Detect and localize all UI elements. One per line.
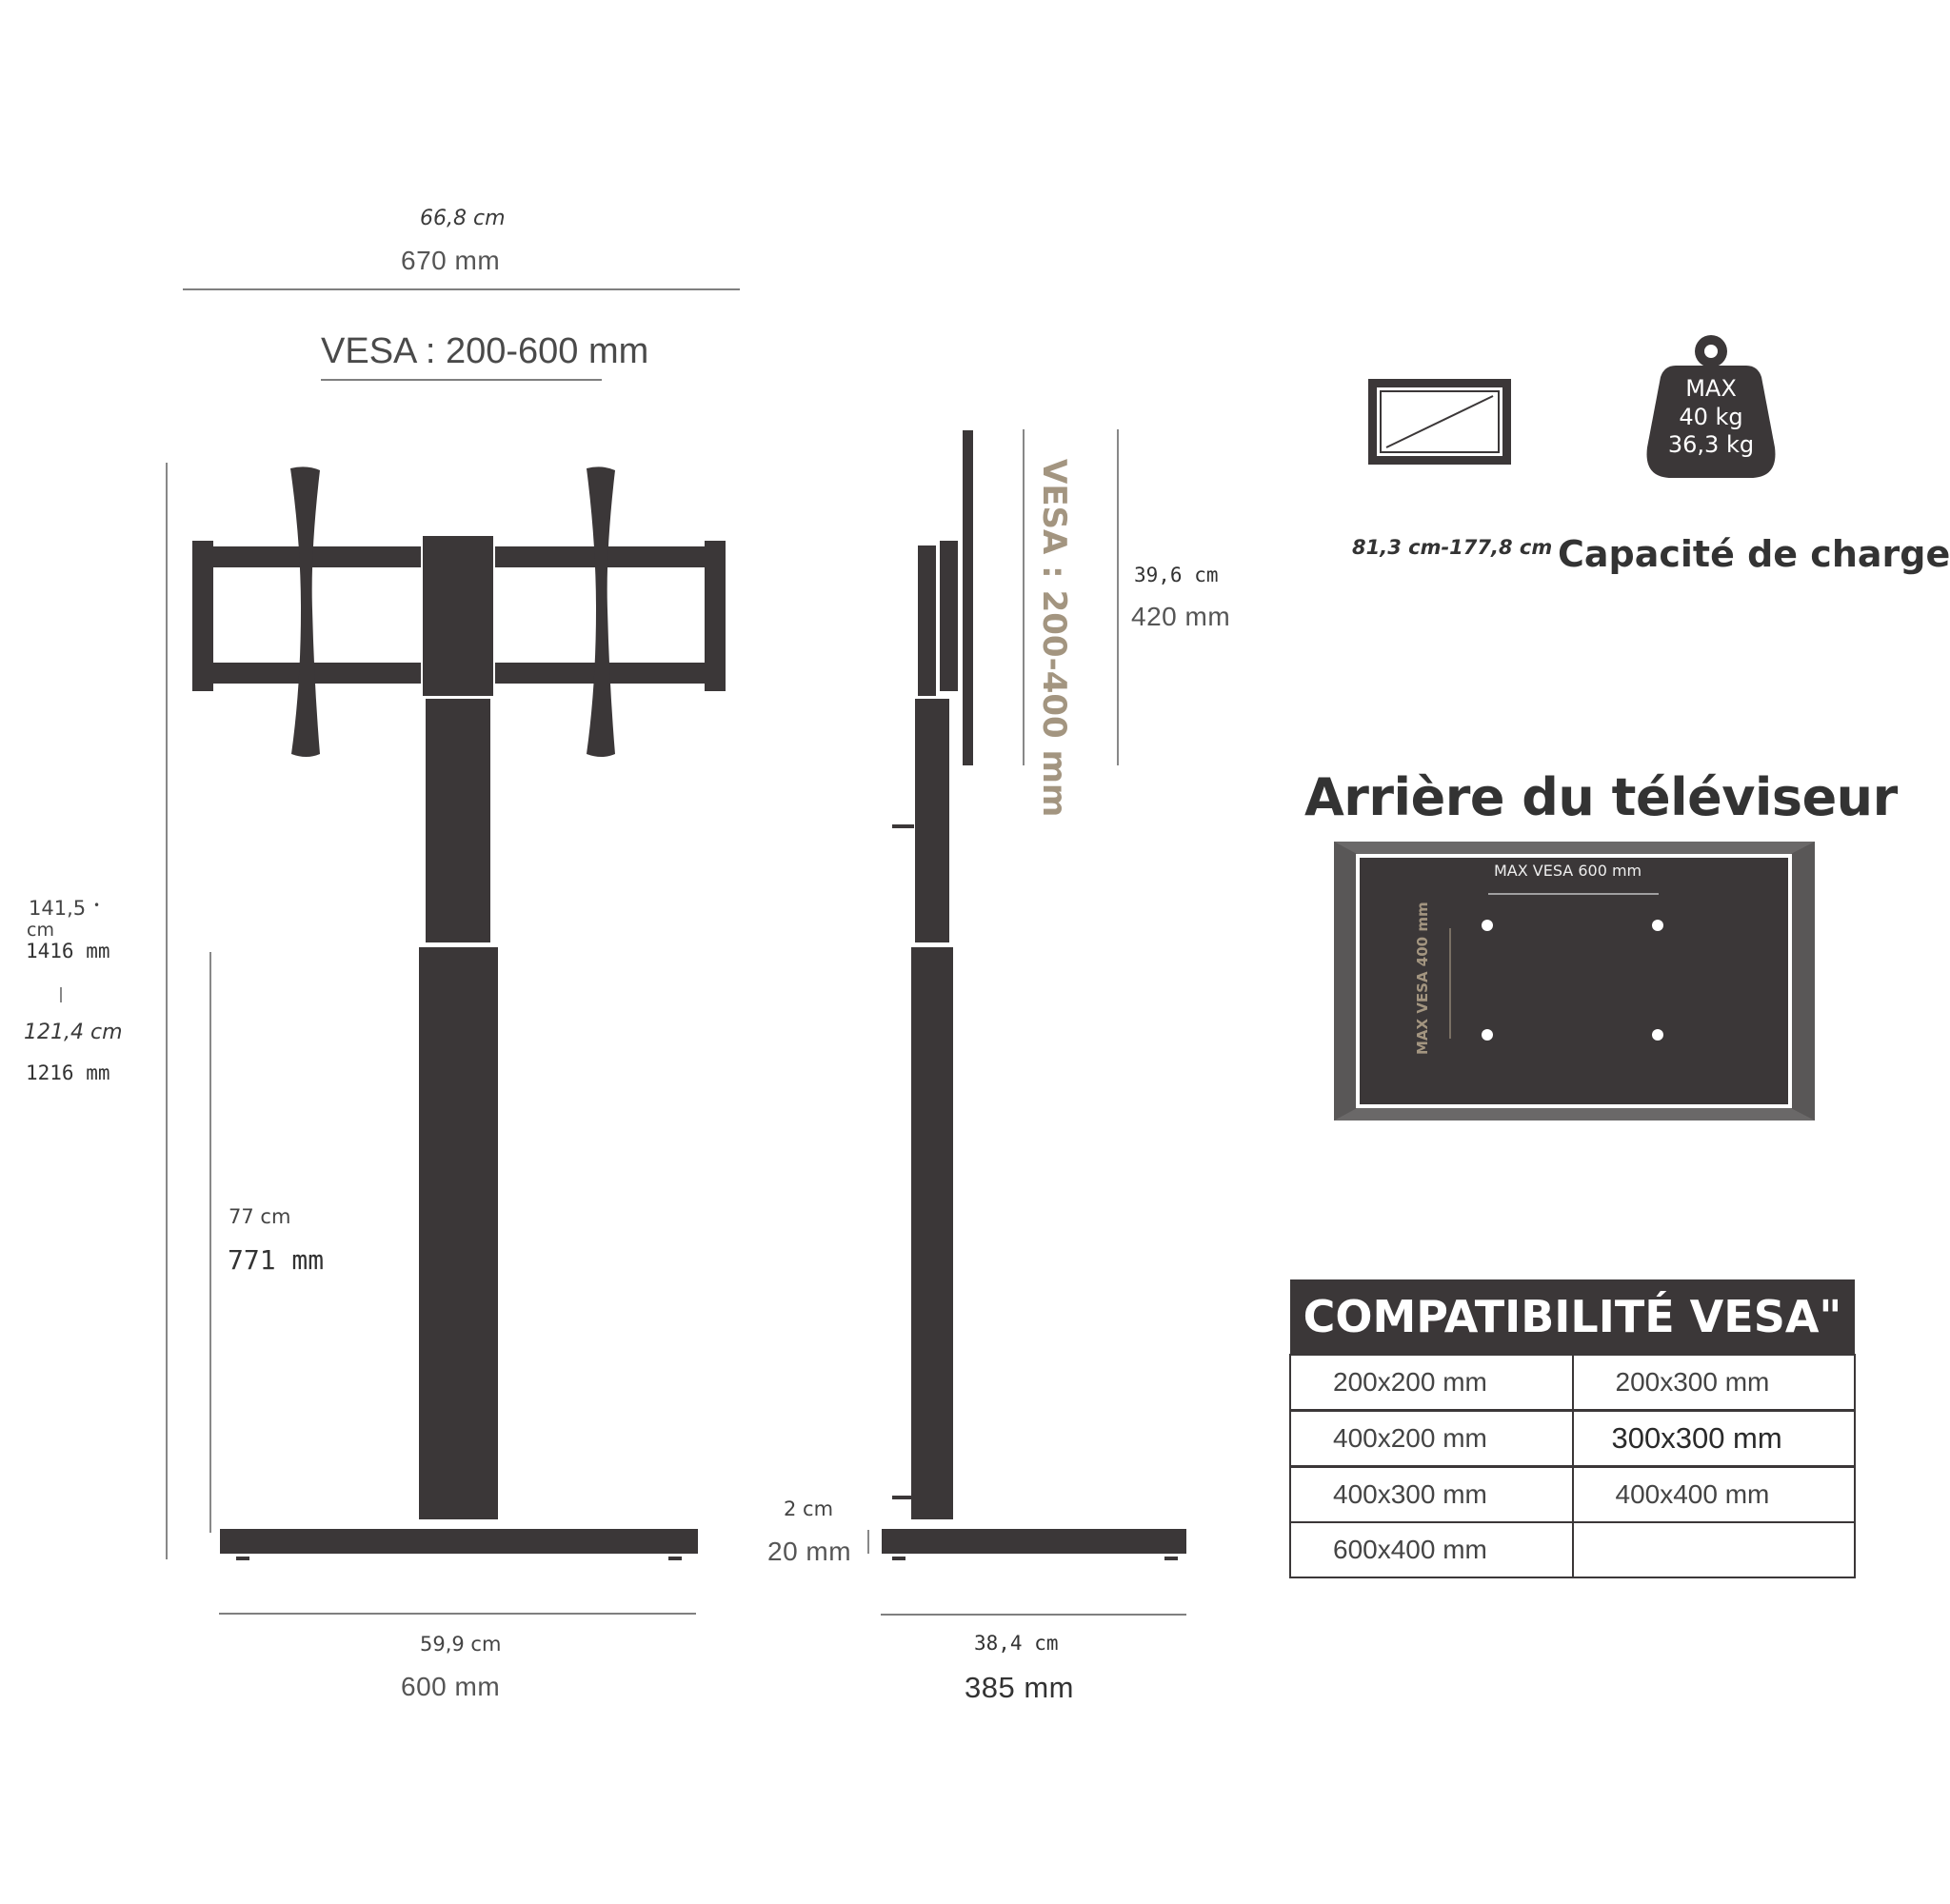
front-base xyxy=(220,1529,698,1554)
front-rail-lower-left xyxy=(213,663,421,684)
height-max-cm-unit: cm xyxy=(27,920,54,941)
vesa-hole xyxy=(1482,1029,1493,1041)
table-cell: 600x400 mm xyxy=(1290,1522,1573,1577)
front-view xyxy=(192,466,726,1560)
side-screen-plate xyxy=(963,430,973,765)
front-foot-left xyxy=(236,1557,249,1560)
side-bracket-plate-a xyxy=(940,541,958,691)
vesa-hole xyxy=(1482,920,1493,931)
table-cell: 400x400 mm xyxy=(1573,1467,1856,1523)
front-bracket-right-post xyxy=(705,541,726,691)
base-depth-mm: 385 mm xyxy=(965,1671,1074,1704)
bracket-cm: 39,6 cm xyxy=(1134,564,1219,586)
top-width-cm: 66,8 cm xyxy=(420,207,506,230)
front-foot-right xyxy=(668,1557,682,1560)
vesa-compat-table xyxy=(1289,1279,1856,1578)
side-vesa-label: VESA : 200-400 mm xyxy=(1035,459,1073,818)
height-max-mm: 1416 mm xyxy=(26,940,110,962)
weight-36kg: 36,3 kg xyxy=(1667,431,1755,458)
base-width-mm: 600 mm xyxy=(401,1672,501,1701)
side-view xyxy=(882,430,1186,1560)
table-cell: 200x200 mm xyxy=(1290,1355,1573,1411)
dimension-lines xyxy=(61,289,1186,1615)
base-height-cm: 2 cm xyxy=(784,1497,834,1520)
front-center-block xyxy=(423,536,493,696)
front-bracket-left-post xyxy=(192,541,213,691)
base-depth-cm: 38,4 cm xyxy=(974,1632,1059,1655)
table-cell xyxy=(1573,1522,1856,1577)
weight-max: MAX xyxy=(1685,375,1737,402)
tv-back-title: Arrière du téléviseur xyxy=(1304,767,1898,827)
pole-cm: 77 cm xyxy=(229,1205,291,1228)
height-min-mm: 1216 mm xyxy=(26,1061,110,1084)
vesa-hole xyxy=(1652,920,1663,931)
side-foot-right xyxy=(1164,1557,1178,1560)
side-pin-upper xyxy=(892,824,914,828)
tv-back-illustration xyxy=(1334,842,1815,1121)
height-max-dot: • xyxy=(93,899,101,912)
screen-range: 81,3 cm-177,8 cm xyxy=(1352,536,1553,559)
vesa-hole xyxy=(1652,1029,1663,1041)
front-column-lower xyxy=(419,947,498,1519)
table-row xyxy=(1290,1355,1855,1411)
table-cell: 300x300 mm xyxy=(1573,1411,1856,1467)
base-height-mm: 20 mm xyxy=(767,1537,852,1566)
height-max-cm: 141,5 xyxy=(29,897,87,920)
weight-40kg: 40 kg xyxy=(1679,404,1743,430)
front-rail-upper-left xyxy=(213,546,421,567)
table-cell: 400x300 mm xyxy=(1290,1467,1573,1523)
side-foot-left xyxy=(892,1557,905,1560)
tv-max-vesa-h: MAX VESA 600 mm xyxy=(1494,862,1642,880)
height-min-cm: 121,4 cm xyxy=(24,1021,123,1044)
capacity-label: Capacité de charge xyxy=(1558,533,1950,575)
bracket-mm: 420 mm xyxy=(1131,602,1231,631)
front-column-upper xyxy=(426,699,490,942)
side-base xyxy=(882,1529,1186,1554)
front-arm-left xyxy=(290,466,320,757)
side-bracket-plate-b xyxy=(918,545,936,696)
pole-mm: 771 mm xyxy=(228,1244,325,1276)
base-width-cm: 59,9 cm xyxy=(420,1633,502,1656)
front-vesa-label: VESA : 200-600 mm xyxy=(321,331,649,371)
vesa-compat-title: COMPATIBILITÉ VESA" xyxy=(1290,1279,1855,1355)
screen-size-icon xyxy=(1368,379,1511,465)
front-arm-right xyxy=(587,466,615,757)
table-row xyxy=(1290,1411,1855,1467)
side-column-upper xyxy=(915,699,949,942)
top-width-mm: 670 mm xyxy=(401,246,501,275)
tv-max-vesa-v: MAX VESA 400 mm xyxy=(1414,902,1431,1055)
table-row xyxy=(1290,1522,1855,1577)
side-column-lower xyxy=(911,947,953,1519)
side-pin-lower xyxy=(892,1496,914,1499)
table-cell: 400x200 mm xyxy=(1290,1411,1573,1467)
table-row xyxy=(1290,1467,1855,1523)
table-cell: 200x300 mm xyxy=(1573,1355,1856,1411)
